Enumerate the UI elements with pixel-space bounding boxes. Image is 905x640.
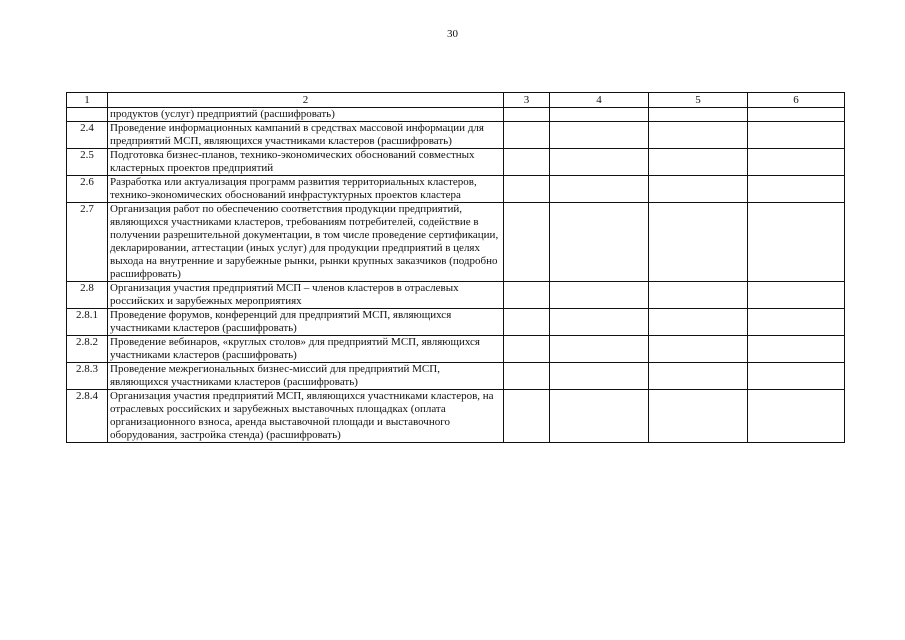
cell-col-6 [748,122,845,149]
row-description: Подготовка бизнес-планов, технико-экономических обоснований совместных кластерных проектов предприятий [108,149,504,176]
cell-col-5 [649,203,748,282]
cell-col-6 [748,309,845,336]
cell-col-6 [748,282,845,309]
row-number: 2.8.3 [67,363,108,390]
cell-col-5 [649,108,748,122]
row-description: Организация участия предприятий МСП – членов кластеров в отраслевых российских и зарубежных мероприятиях [108,282,504,309]
table-row [67,390,845,443]
row-description: Организация участия предприятий МСП, являющихся участниками кластеров, на отраслевых российских и зарубежных выставочных площадках (оплата организационного взноса, аренда выставочной площади и выставочного оборудования, застройка стенда) (расшифровать) [108,390,504,443]
table-row [67,336,845,363]
cell-col-4 [550,149,649,176]
row-number: 2.5 [67,149,108,176]
table-row [67,309,845,336]
row-description: Проведение форумов, конференций для предприятий МСП, являющихся участниками кластеров (расшифровать) [108,309,504,336]
row-number: 2.8.1 [67,309,108,336]
cell-col-6 [748,390,845,443]
cell-col-3 [504,122,550,149]
cell-col-3 [504,108,550,122]
row-description: Организация работ по обеспечению соответствия продукции предприятий, являющихся участниками кластеров, требованиям потребителей, содействие в получении разрешительной документации, в том числе проведение сертификации, декларировании, аттестации (иных услуг) для продукции предприятий в целях выхода на внутренние и зарубежные рынки, рынки крупных заказчиков (подробно расшифровать) [108,203,504,282]
header-col-1: 1 [67,93,108,108]
cell-col-3 [504,203,550,282]
row-description: продуктов (услуг) предприятий (расшифровать) [108,108,504,122]
cell-col-4 [550,108,649,122]
cell-col-3 [504,363,550,390]
row-description: Проведение межрегиональных бизнес-миссий для предприятий МСП, являющихся участниками кластеров (расшифровать) [108,363,504,390]
cell-col-3 [504,149,550,176]
cell-col-5 [649,309,748,336]
cell-col-4 [550,309,649,336]
table-body [67,108,845,443]
row-description: Проведение вебинаров, «круглых столов» для предприятий МСП, являющихся участниками кластеров (расшифровать) [108,336,504,363]
header-col-3: 3 [504,93,550,108]
cell-col-4 [550,363,649,390]
table-row [67,176,845,203]
cell-col-5 [649,390,748,443]
cell-col-3 [504,282,550,309]
cell-col-3 [504,390,550,443]
row-number: 2.8.4 [67,390,108,443]
row-description: Проведение информационных кампаний в средствах массовой информации для предприятий МСП, являющихся участниками кластеров (расшифровать) [108,122,504,149]
cell-col-5 [649,336,748,363]
cell-col-6 [748,149,845,176]
header-col-5: 5 [649,93,748,108]
table-row [67,203,845,282]
row-number: 2.8 [67,282,108,309]
cell-col-5 [649,176,748,203]
table-row [67,108,845,122]
cell-col-3 [504,176,550,203]
cell-col-4 [550,336,649,363]
row-number: 2.4 [67,122,108,149]
row-number: 2.7 [67,203,108,282]
cell-col-4 [550,282,649,309]
cell-col-3 [504,309,550,336]
data-table [66,92,845,443]
cell-col-5 [649,122,748,149]
cell-col-5 [649,363,748,390]
table-row [67,282,845,309]
cell-col-4 [550,176,649,203]
cell-col-5 [649,282,748,309]
cell-col-6 [748,108,845,122]
cell-col-6 [748,176,845,203]
cell-col-4 [550,122,649,149]
row-number: 2.6 [67,176,108,203]
table-header [67,93,845,108]
page-number: 30 [447,28,458,40]
cell-col-5 [649,149,748,176]
cell-col-6 [748,336,845,363]
cell-col-4 [550,203,649,282]
cell-col-6 [748,363,845,390]
table-row [67,122,845,149]
cell-col-4 [550,390,649,443]
row-number [67,108,108,122]
row-number: 2.8.2 [67,336,108,363]
table-row [67,363,845,390]
row-description: Разработка или актуализация программ развития территориальных кластеров, технико-экономических обоснований инфрастуктурных проектов кластера [108,176,504,203]
cell-col-6 [748,203,845,282]
header-col-4: 4 [550,93,649,108]
cell-col-3 [504,336,550,363]
table-row [67,149,845,176]
header-col-6: 6 [748,93,845,108]
header-col-2: 2 [108,93,504,108]
